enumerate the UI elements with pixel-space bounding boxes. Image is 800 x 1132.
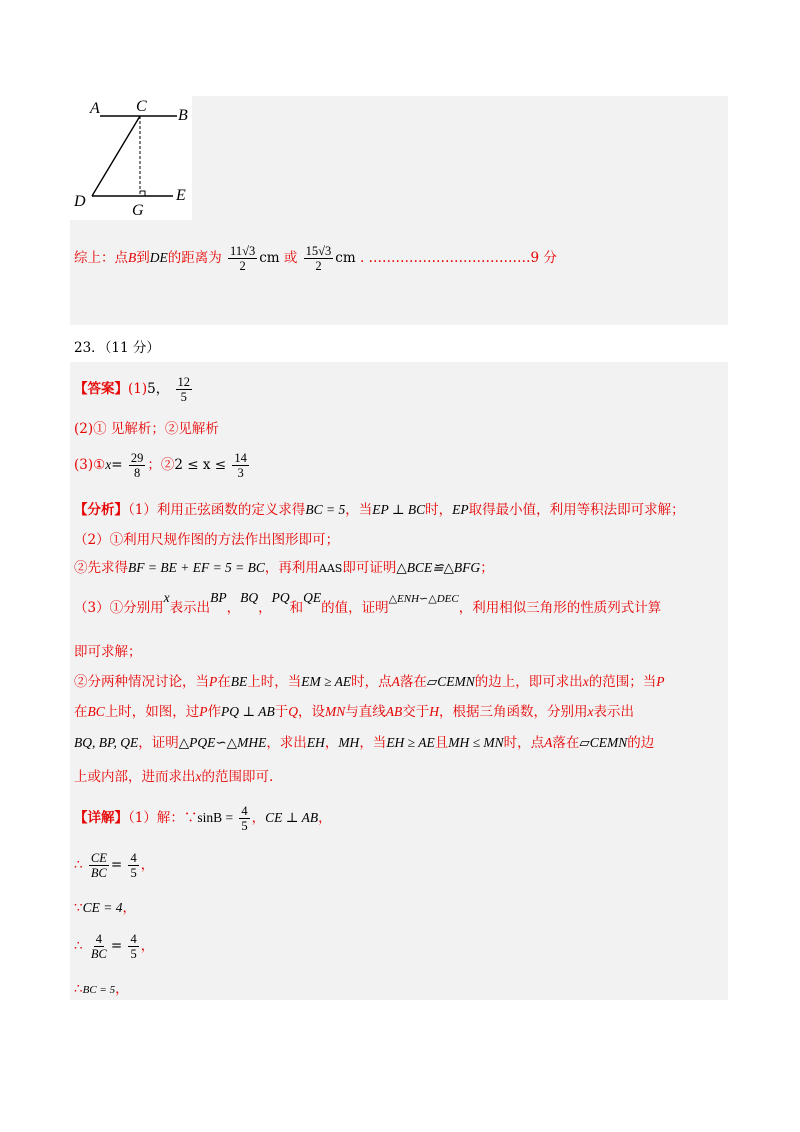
analysis-math: BQ xyxy=(240,590,259,605)
detail-text: ， xyxy=(122,900,136,916)
analysis-text: 表示出 xyxy=(593,704,634,720)
frac-num: 15√3 xyxy=(305,244,332,258)
frac-den: 3 xyxy=(237,466,244,480)
analysis-text: ，设 xyxy=(297,704,325,720)
detail-frac xyxy=(89,932,109,961)
frac-num: 4 xyxy=(241,804,248,818)
analysis-text: 取得最小值，利用等积法即可求解； xyxy=(468,502,685,518)
summary-frac-1 xyxy=(228,244,257,273)
frac-den: BC xyxy=(90,947,107,961)
right-angle-mark xyxy=(140,191,145,196)
summary-score: . ………………………………9 分 xyxy=(359,250,557,266)
analysis-line-8 xyxy=(74,733,654,753)
frac-num: 4 xyxy=(130,932,137,946)
analysis-line-7 xyxy=(74,702,634,722)
analysis-line-4 xyxy=(74,590,662,619)
answer-l3-frac-1 xyxy=(129,451,146,480)
frac-den: 8 xyxy=(133,466,141,480)
analysis-math: ▱CEMN xyxy=(426,674,475,689)
detail-step-2 xyxy=(74,898,136,918)
analysis-text: 时，点 xyxy=(503,735,545,751)
summary-point-b: B xyxy=(128,250,137,265)
frac-num: 29 xyxy=(130,451,144,465)
analysis-text: ， xyxy=(258,600,272,616)
analysis-line-3 xyxy=(74,558,494,579)
frac-num: 4 xyxy=(95,932,102,946)
analysis-math: PQ ⊥ AB xyxy=(221,704,275,719)
analysis-text: 上时，如图，过 xyxy=(104,704,200,720)
analysis-text: 的边 xyxy=(627,735,655,751)
label-d: D xyxy=(74,193,86,210)
detail-text: ， xyxy=(140,857,155,873)
summary-unit-2: cm xyxy=(335,250,356,266)
analysis-text: ，再利用 xyxy=(264,560,319,576)
analysis-tag: 【分析】 xyxy=(74,502,128,518)
answer-l3-frac-2 xyxy=(232,451,249,480)
label-b: B xyxy=(178,107,188,124)
analysis-text: ，利用相似三角形的性质列式计算 xyxy=(458,600,662,616)
summary-unit-1: cm xyxy=(259,250,280,266)
detail-frac xyxy=(89,851,109,880)
analysis-math: BQ, BP, QE xyxy=(74,735,139,750)
analysis-math: x xyxy=(163,590,170,605)
label-g: G xyxy=(132,202,144,219)
analysis-math: PQ xyxy=(271,590,290,605)
analysis-text: ，证明 xyxy=(138,735,179,751)
frac-num: 4 xyxy=(130,851,137,865)
analysis-text: ，求出 xyxy=(266,735,307,751)
analysis-math: BE xyxy=(230,674,248,689)
analysis-math: EH xyxy=(306,735,325,750)
analysis-text: 于 xyxy=(274,704,289,720)
answer-line-2: (2)① 见解析；②见解析 xyxy=(74,421,219,437)
detail-math: sinB = xyxy=(197,810,234,825)
analysis-text: 和 xyxy=(289,600,304,616)
therefore-symbol: ∴ xyxy=(74,938,83,954)
analysis-math: BC = 5 xyxy=(305,502,346,517)
analysis-text: 在 xyxy=(217,674,231,690)
detail-text: ， xyxy=(115,981,129,997)
analysis-math: P xyxy=(199,704,208,719)
frac-den: 5 xyxy=(180,390,187,404)
line-dc xyxy=(92,116,140,196)
analysis-text: ②先求得 xyxy=(74,560,128,576)
summary-to: 到 xyxy=(136,250,150,266)
answer-l3-ineq: 2 ≤ x ≤ xyxy=(174,457,227,473)
detail-math: CE ⊥ AB xyxy=(265,810,319,825)
analysis-math: A xyxy=(391,674,400,689)
answer-l1-sep: ， xyxy=(155,381,170,397)
detail-text: （1）解：∵ xyxy=(128,810,198,826)
detail-text: ， xyxy=(251,810,266,826)
analysis-math: BP xyxy=(210,590,227,605)
analysis-text: 作 xyxy=(207,704,222,720)
analysis-line-2: （2）①利用尺规作图的方法作出图形即可； xyxy=(74,532,340,548)
analysis-math: EP ⊥ BC xyxy=(372,502,426,517)
analysis-math: MN xyxy=(324,704,346,719)
analysis-math: ▱CEMN xyxy=(579,735,628,750)
analysis-math: △ENH∽△DEC xyxy=(388,593,459,605)
analysis-text: 在 xyxy=(74,704,88,720)
analysis-text: ， xyxy=(226,600,241,616)
summary-prefix: 综上：点 xyxy=(74,250,128,266)
analysis-text: 的范围；当 xyxy=(588,674,657,690)
detail-text: ， xyxy=(140,938,155,954)
frac-den: 5 xyxy=(241,819,248,833)
analysis-math: x xyxy=(582,674,589,689)
analysis-math: A xyxy=(544,735,553,750)
analysis-text: ，当 xyxy=(359,735,387,751)
analysis-text: 落在 xyxy=(552,735,580,751)
question-header: 23．（11 分） xyxy=(74,340,160,356)
analysis-math: Q xyxy=(288,704,298,719)
therefore-symbol: ∴ xyxy=(74,857,83,873)
analysis-line-1 xyxy=(74,500,685,520)
geometry-figure xyxy=(70,96,192,220)
summary-frac-2 xyxy=(304,244,334,273)
analysis-text: 时， xyxy=(425,502,453,518)
detail-frac xyxy=(128,851,138,880)
detail-math: BC = 5 xyxy=(82,984,116,996)
answer-l1-pre: (1) xyxy=(128,381,148,397)
frac-den: BC xyxy=(90,866,107,880)
analysis-text: 时，点 xyxy=(351,674,392,690)
label-e: E xyxy=(176,187,186,204)
analysis-text: （1）利用正弦函数的定义求得 xyxy=(128,502,306,518)
analysis-text: 的边上，即可求出 xyxy=(474,674,583,690)
analysis-text: 且 xyxy=(434,735,449,751)
detail-step-4 xyxy=(74,979,129,1000)
analysis-text: 表示出 xyxy=(169,600,211,616)
analysis-line-5: 即可求解； xyxy=(74,644,142,660)
analysis-text: ，根据三角函数，分别用 xyxy=(438,704,588,720)
analysis-text: 与直线 xyxy=(345,704,386,720)
analysis-math: BC xyxy=(87,704,105,719)
label-c: C xyxy=(136,98,147,115)
analysis-text: 即可证明 xyxy=(342,560,397,576)
summary-mid: 的距离为 xyxy=(167,250,222,266)
frac-num: CE xyxy=(90,851,107,865)
analysis-math: MH xyxy=(338,735,360,750)
analysis-math: EH ≥ AE xyxy=(386,735,435,750)
analysis-text: 的范围即可. xyxy=(201,769,274,785)
analysis-text: ②分两种情况讨论，当 xyxy=(74,674,209,690)
figure-svg xyxy=(70,96,192,220)
frac-den: 5 xyxy=(130,866,137,880)
therefore-symbol: ∴ xyxy=(74,981,83,997)
detail-frac xyxy=(239,804,249,833)
analysis-text: 的值，证明 xyxy=(321,600,389,616)
because-symbol: ∵ xyxy=(74,900,83,916)
analysis-text: 落在 xyxy=(399,674,427,690)
frac-num: 12 xyxy=(177,375,191,389)
analysis-text: 交于 xyxy=(402,704,430,720)
analysis-math: EP xyxy=(452,502,469,517)
frac-den: 5 xyxy=(130,947,137,961)
detail-step-1 xyxy=(74,847,154,883)
analysis-text: （3）①分别用 xyxy=(74,600,164,616)
analysis-math: AB xyxy=(385,704,403,719)
frac-den: 2 xyxy=(239,259,246,273)
analysis-text: 上或内部，进而求出 xyxy=(74,769,196,785)
answer-l1-value: 5 xyxy=(147,381,156,397)
frac-num: 11√3 xyxy=(230,244,256,258)
answer-line-1 xyxy=(74,372,194,406)
analysis-math: EM ≥ AE xyxy=(301,674,352,689)
detail-eq: = xyxy=(110,938,123,954)
answer-l3-eq: = xyxy=(111,457,123,473)
answer-l1-frac xyxy=(176,375,193,404)
analysis-math: H xyxy=(429,704,439,719)
analysis-text: 上时，当 xyxy=(247,674,302,690)
label-a: A xyxy=(90,100,100,117)
analysis-math: P xyxy=(656,674,665,689)
analysis-math: x xyxy=(587,704,594,719)
summary-line xyxy=(74,244,557,273)
answer-l3-mid: ；② xyxy=(147,457,175,473)
answer-tag: 【答案】 xyxy=(74,381,128,397)
detail-math: CE = 4 xyxy=(82,900,123,915)
analysis-line-9 xyxy=(74,767,273,787)
detail-text: ， xyxy=(318,810,332,826)
analysis-math: △BCE≌△BFG xyxy=(396,560,481,575)
analysis-text: ，当 xyxy=(345,502,373,518)
summary-or: 或 xyxy=(283,250,298,266)
detail-step-3 xyxy=(74,928,154,964)
frac-den: 2 xyxy=(315,259,322,273)
summary-de: DE xyxy=(149,250,168,265)
answer-l3-pre: (3)① xyxy=(74,457,106,473)
analysis-math: MH ≤ MN xyxy=(448,735,504,750)
answer-line-3 xyxy=(74,448,251,482)
frac-num: 14 xyxy=(234,451,247,465)
detail-frac xyxy=(128,932,138,961)
detail-line-1 xyxy=(74,800,332,836)
analysis-math: BF = BE + EF = 5 = BC xyxy=(128,560,265,575)
analysis-math: x xyxy=(195,769,202,784)
answer-l3-x: x xyxy=(105,457,112,472)
detail-tag: 【详解】 xyxy=(74,810,128,826)
analysis-line-6 xyxy=(74,672,665,692)
analysis-math: AAS xyxy=(318,562,343,575)
analysis-math: P xyxy=(209,674,218,689)
analysis-text: ， xyxy=(324,735,339,751)
analysis-math: QE xyxy=(303,590,322,605)
detail-eq: = xyxy=(110,857,123,873)
analysis-math: △PQE∽△MHE xyxy=(178,735,267,750)
analysis-text: ； xyxy=(480,560,494,576)
